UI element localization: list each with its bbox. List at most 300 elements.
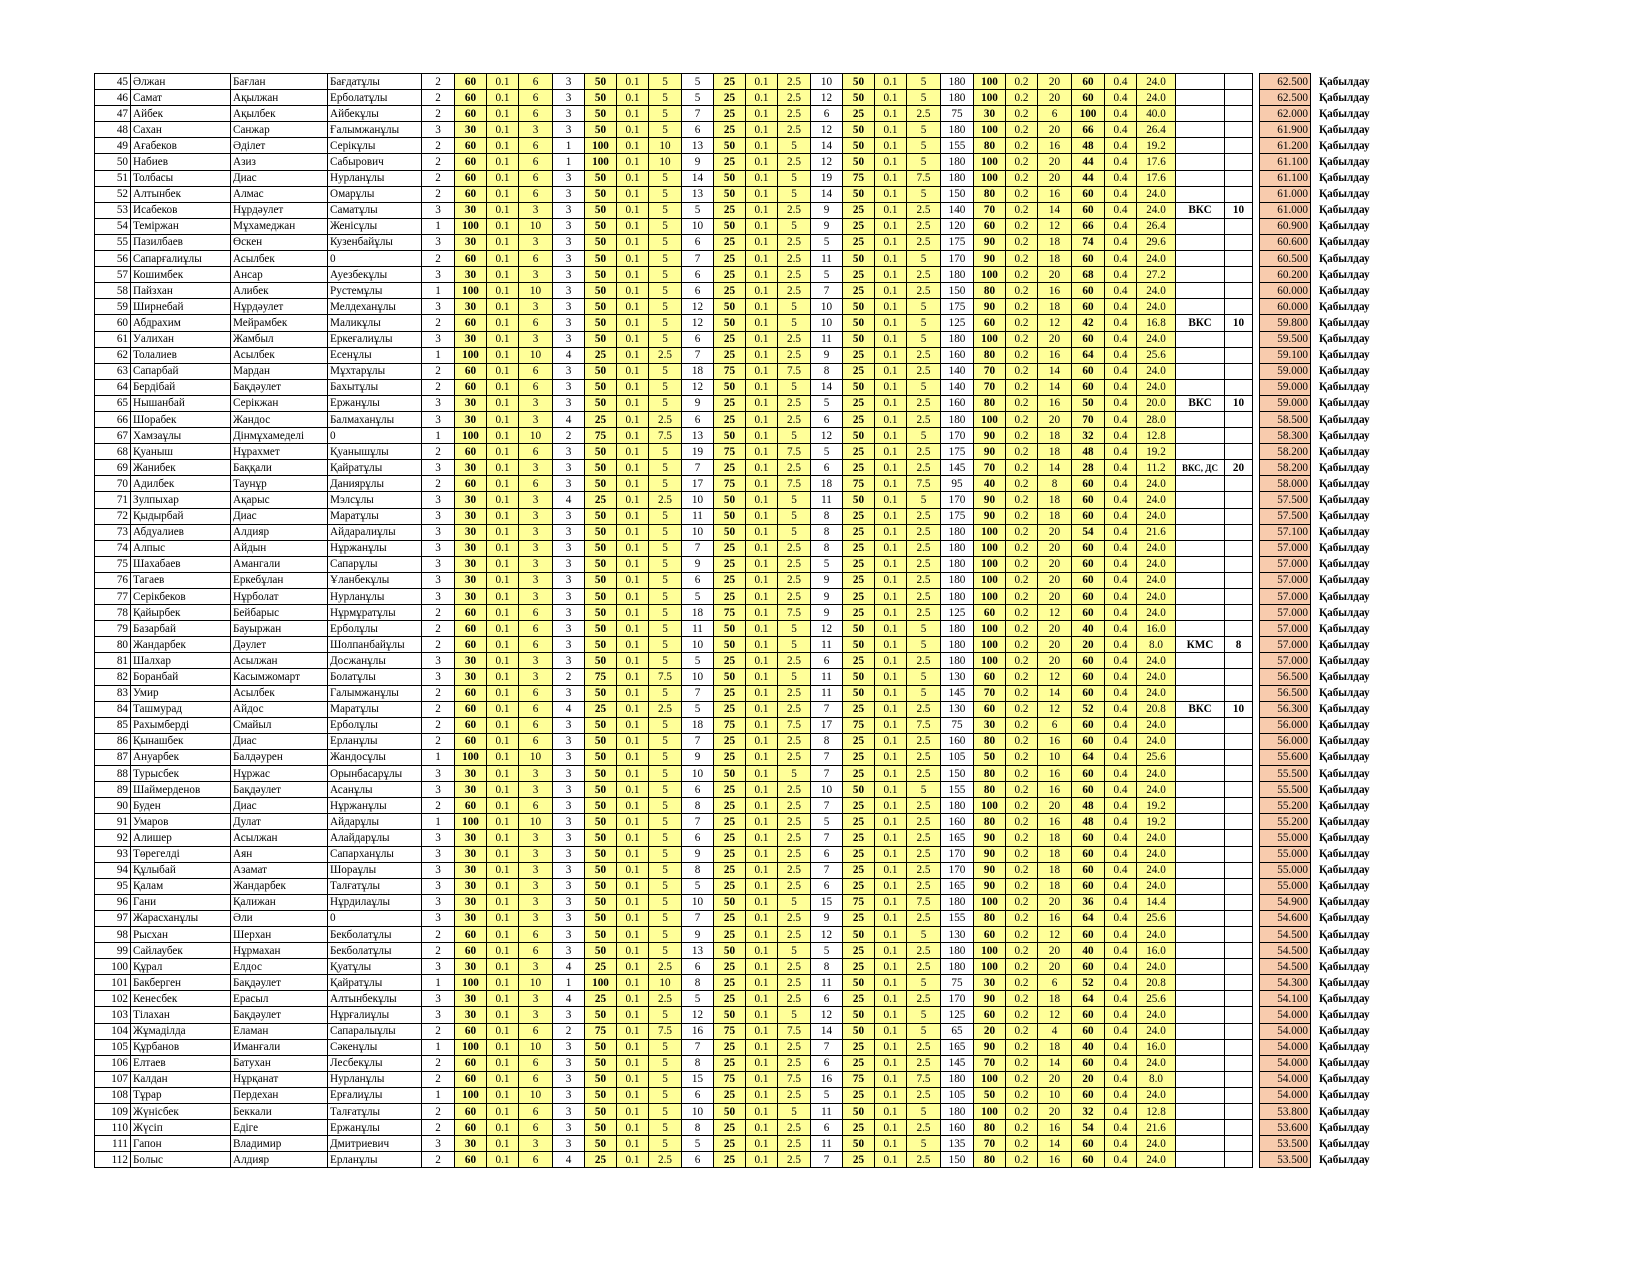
score-cell-4: 3 [422,556,455,572]
score-cell-11: 5 [649,234,682,250]
score-cell-25: 0.4 [1105,926,1137,942]
score-cell-7: 3 [519,991,553,1007]
spacer-cell [1253,411,1260,427]
score-cell-14: 0.1 [746,106,778,122]
score-cell-17: 25 [843,991,875,1007]
score-cell-13: 50 [714,1104,746,1120]
table-row [95,138,1427,154]
category-badge: КМС [1176,637,1225,653]
score-cell-21: 80 [974,1120,1006,1136]
score-cell-12: 13 [682,943,714,959]
score-cell-9: 50 [585,1039,617,1055]
score-cell-26: 21.6 [1137,1120,1176,1136]
score-cell-16: 12 [811,154,843,170]
first-name: Диас [231,733,328,749]
score-cell-5: 30 [455,1007,487,1023]
category-badge [1176,798,1225,814]
score-cell-14: 0.1 [746,508,778,524]
spacer-cell [1253,1120,1260,1136]
score-cell-10: 0.1 [617,283,649,299]
score-cell-20: 180 [941,122,974,138]
score-cell-9: 50 [585,202,617,218]
score-cell-7: 10 [519,283,553,299]
table-row [95,1120,1427,1136]
score-cell-15: 2.5 [778,782,811,798]
score-cell-11: 5 [649,685,682,701]
score-cell-6: 0.1 [487,556,519,572]
score-cell-9: 50 [585,331,617,347]
score-cell-13: 25 [714,90,746,106]
score-cell-20: 180 [941,556,974,572]
score-cell-21: 100 [974,1104,1006,1120]
spacer-cell [1253,605,1260,621]
score-cell-25: 0.4 [1105,943,1137,959]
surname: Турысбек [131,766,231,782]
score-cell-20: 160 [941,395,974,411]
score-cell-18: 0.1 [875,1152,907,1168]
table-row [95,234,1427,250]
score-cell-7: 6 [519,1055,553,1071]
score-cell-23: 20 [1038,943,1072,959]
score-cell-12: 8 [682,1120,714,1136]
score-cell-10: 0.1 [617,138,649,154]
patronymic: Айбекұлы [328,106,422,122]
score-cell-12: 5 [682,653,714,669]
bonus-points [1225,1136,1253,1152]
total-score: 58.200 [1260,444,1311,460]
score-cell-6: 0.1 [487,492,519,508]
spacer-cell [1253,154,1260,170]
score-cell-16: 9 [811,347,843,363]
score-cell-19: 2.5 [907,733,941,749]
bonus-points [1225,251,1253,267]
score-cell-15: 2.5 [778,862,811,878]
score-cell-12: 5 [682,991,714,1007]
score-cell-14: 0.1 [746,74,778,90]
score-cell-21: 100 [974,1071,1006,1087]
score-cell-24: 50 [1072,395,1105,411]
score-cell-15: 2.5 [778,1039,811,1055]
patronymic: Сабырович [328,154,422,170]
bonus-points [1225,379,1253,395]
first-name: Жандарбек [231,878,328,894]
score-cell-16: 5 [811,943,843,959]
category-badge [1176,959,1225,975]
patronymic: Досжанұлы [328,653,422,669]
status-label: Қабылдау [1311,1120,1427,1136]
score-cell-8: 3 [553,283,585,299]
score-cell-24: 60 [1072,1087,1105,1103]
total-score: 62.500 [1260,74,1311,90]
score-cell-12: 13 [682,428,714,444]
score-cell-5: 60 [455,637,487,653]
score-cell-14: 0.1 [746,1023,778,1039]
score-cell-9: 50 [585,1007,617,1023]
score-cell-15: 7.5 [778,1071,811,1087]
spacer-cell [1253,234,1260,250]
score-cell-23: 12 [1038,218,1072,234]
status-label: Қабылдау [1311,572,1427,588]
score-cell-18: 0.1 [875,202,907,218]
total-score: 53.500 [1260,1152,1311,1168]
score-cell-23: 20 [1038,74,1072,90]
score-cell-16: 10 [811,299,843,315]
row-number: 87 [95,749,131,765]
surname: Ташмурад [131,701,231,717]
score-cell-13: 75 [714,476,746,492]
score-cell-7: 3 [519,669,553,685]
status-label: Қабылдау [1311,589,1427,605]
score-cell-14: 0.1 [746,379,778,395]
score-cell-20: 135 [941,1136,974,1152]
score-cell-16: 11 [811,1136,843,1152]
score-cell-19: 7.5 [907,1071,941,1087]
score-cell-14: 0.1 [746,605,778,621]
score-cell-11: 5 [649,1104,682,1120]
score-cell-8: 4 [553,959,585,975]
score-cell-23: 18 [1038,878,1072,894]
score-cell-8: 3 [553,106,585,122]
score-cell-24: 60 [1072,605,1105,621]
score-cell-15: 2.5 [778,733,811,749]
score-cell-14: 0.1 [746,331,778,347]
score-cell-14: 0.1 [746,589,778,605]
score-cell-5: 60 [455,90,487,106]
score-cell-18: 0.1 [875,428,907,444]
score-cell-11: 5 [649,170,682,186]
first-name: Еламан [231,1023,328,1039]
score-cell-11: 10 [649,975,682,991]
score-cell-17: 25 [843,267,875,283]
table-row [95,621,1427,637]
score-cell-10: 0.1 [617,90,649,106]
score-cell-26: 27.2 [1137,267,1176,283]
score-cell-8: 3 [553,637,585,653]
score-cell-23: 20 [1038,170,1072,186]
score-cell-18: 0.1 [875,685,907,701]
surname: Болыс [131,1152,231,1168]
score-cell-11: 5 [649,830,682,846]
score-cell-19: 5 [907,428,941,444]
score-cell-22: 0.2 [1006,1055,1038,1071]
score-cell-8: 3 [553,331,585,347]
score-cell-26: 24.0 [1137,556,1176,572]
patronymic: Қуатұлы [328,959,422,975]
spacer-cell [1253,460,1260,476]
patronymic: Ерланұлы [328,1152,422,1168]
category-badge [1176,283,1225,299]
score-cell-24: 60 [1072,283,1105,299]
first-name: Алибек [231,283,328,299]
score-cell-7: 6 [519,138,553,154]
table-row [95,90,1427,106]
score-cell-8: 3 [553,685,585,701]
status-label: Қабылдау [1311,991,1427,1007]
score-cell-7: 6 [519,943,553,959]
score-cell-14: 0.1 [746,460,778,476]
score-cell-9: 25 [585,991,617,1007]
score-cell-9: 50 [585,717,617,733]
score-cell-4: 2 [422,943,455,959]
score-cell-23: 20 [1038,621,1072,637]
score-cell-13: 50 [714,186,746,202]
score-cell-20: 180 [941,540,974,556]
score-cell-23: 20 [1038,894,1072,910]
score-cell-21: 60 [974,701,1006,717]
status-label: Қабылдау [1311,943,1427,959]
score-cell-23: 16 [1038,910,1072,926]
surname: Рахымберді [131,717,231,733]
score-cell-9: 50 [585,926,617,942]
score-cell-21: 100 [974,589,1006,605]
total-score: 60.600 [1260,234,1311,250]
score-cell-4: 2 [422,1055,455,1071]
spacer-cell [1253,444,1260,460]
score-cell-10: 0.1 [617,251,649,267]
score-cell-21: 90 [974,444,1006,460]
score-cell-7: 6 [519,685,553,701]
total-score: 58.300 [1260,428,1311,444]
score-cell-23: 20 [1038,959,1072,975]
table-row [95,653,1427,669]
score-cell-17: 50 [843,315,875,331]
score-cell-20: 155 [941,782,974,798]
score-cell-13: 50 [714,637,746,653]
table-row [95,331,1427,347]
score-cell-16: 18 [811,476,843,492]
score-cell-25: 0.4 [1105,1039,1137,1055]
score-cell-4: 2 [422,621,455,637]
score-cell-20: 170 [941,862,974,878]
score-cell-4: 2 [422,685,455,701]
score-cell-23: 16 [1038,766,1072,782]
score-cell-23: 20 [1038,540,1072,556]
score-cell-10: 0.1 [617,669,649,685]
row-number: 96 [95,894,131,910]
score-cell-9: 25 [585,959,617,975]
score-cell-15: 5 [778,637,811,653]
score-cell-25: 0.4 [1105,476,1137,492]
score-cell-20: 155 [941,910,974,926]
score-cell-7: 10 [519,1039,553,1055]
row-number: 82 [95,669,131,685]
score-cell-10: 0.1 [617,492,649,508]
surname: Жүнісбек [131,1104,231,1120]
score-cell-16: 12 [811,90,843,106]
score-cell-10: 0.1 [617,782,649,798]
score-cell-6: 0.1 [487,428,519,444]
score-cell-18: 0.1 [875,251,907,267]
score-cell-14: 0.1 [746,218,778,234]
category-badge [1176,411,1225,427]
score-cell-17: 25 [843,846,875,862]
patronymic: Бағдатұлы [328,74,422,90]
score-cell-19: 5 [907,251,941,267]
score-cell-9: 50 [585,637,617,653]
score-cell-25: 0.4 [1105,154,1137,170]
surname: Жүсіп [131,1120,231,1136]
score-cell-10: 0.1 [617,862,649,878]
score-cell-10: 0.1 [617,1120,649,1136]
score-cell-8: 4 [553,1152,585,1168]
score-cell-7: 3 [519,524,553,540]
score-cell-25: 0.4 [1105,1136,1137,1152]
score-cell-23: 20 [1038,331,1072,347]
score-cell-23: 16 [1038,395,1072,411]
score-cell-12: 6 [682,959,714,975]
score-cell-20: 160 [941,1120,974,1136]
score-cell-24: 70 [1072,411,1105,427]
score-cell-21: 100 [974,540,1006,556]
first-name: Нұрдәулет [231,202,328,218]
score-cell-9: 50 [585,106,617,122]
score-cell-14: 0.1 [746,315,778,331]
score-cell-10: 0.1 [617,621,649,637]
score-cell-26: 24.0 [1137,331,1176,347]
score-cell-10: 0.1 [617,1023,649,1039]
row-number: 59 [95,299,131,315]
score-cell-15: 2.5 [778,910,811,926]
score-cell-23: 20 [1038,524,1072,540]
surname: Тілахан [131,1007,231,1023]
score-cell-22: 0.2 [1006,331,1038,347]
surname: Құрбанов [131,1039,231,1055]
score-cell-11: 5 [649,476,682,492]
score-cell-24: 60 [1072,782,1105,798]
score-cell-8: 3 [553,299,585,315]
score-cell-16: 12 [811,621,843,637]
score-cell-7: 3 [519,508,553,524]
spacer-cell [1253,1136,1260,1152]
score-cell-8: 3 [553,202,585,218]
score-cell-20: 180 [941,572,974,588]
spacer-cell [1253,556,1260,572]
total-score: 57.000 [1260,605,1311,621]
score-cell-6: 0.1 [487,1087,519,1103]
score-cell-8: 3 [553,814,585,830]
score-cell-26: 24.0 [1137,186,1176,202]
surname: Жандарбек [131,637,231,653]
score-cell-7: 3 [519,460,553,476]
score-cell-9: 50 [585,766,617,782]
row-number: 83 [95,685,131,701]
score-cell-24: 60 [1072,1007,1105,1023]
score-cell-16: 8 [811,959,843,975]
score-cell-16: 17 [811,717,843,733]
spacer-cell [1253,395,1260,411]
score-cell-14: 0.1 [746,299,778,315]
score-cell-6: 0.1 [487,1136,519,1152]
score-cell-11: 5 [649,862,682,878]
total-score: 57.000 [1260,540,1311,556]
score-cell-9: 50 [585,444,617,460]
score-cell-9: 50 [585,218,617,234]
spacer-cell [1253,669,1260,685]
score-cell-22: 0.2 [1006,556,1038,572]
table-row [95,428,1427,444]
score-cell-16: 19 [811,170,843,186]
first-name: Жамбыл [231,331,328,347]
score-cell-4: 3 [422,878,455,894]
patronymic: Нұржанұлы [328,540,422,556]
score-cell-5: 60 [455,1055,487,1071]
score-cell-18: 0.1 [875,1104,907,1120]
score-cell-8: 3 [553,363,585,379]
bonus-points: 10 [1225,315,1253,331]
score-cell-24: 60 [1072,492,1105,508]
score-cell-13: 50 [714,379,746,395]
score-cell-4: 3 [422,766,455,782]
score-cell-7: 10 [519,749,553,765]
score-cell-9: 50 [585,508,617,524]
patronymic: Ерғалиұлы [328,1087,422,1103]
score-cell-26: 24.0 [1137,492,1176,508]
score-cell-4: 2 [422,74,455,90]
patronymic: Жандосұлы [328,749,422,765]
score-cell-8: 2 [553,669,585,685]
bonus-points [1225,283,1253,299]
score-cell-5: 100 [455,347,487,363]
score-cell-22: 0.2 [1006,444,1038,460]
score-cell-12: 15 [682,1071,714,1087]
score-cell-18: 0.1 [875,90,907,106]
score-cell-9: 50 [585,283,617,299]
bonus-points [1225,138,1253,154]
score-cell-6: 0.1 [487,540,519,556]
category-badge [1176,1120,1225,1136]
surname: Ағабеков [131,138,231,154]
status-label: Қабылдау [1311,202,1427,218]
score-cell-14: 0.1 [746,492,778,508]
score-cell-12: 16 [682,1023,714,1039]
score-cell-25: 0.4 [1105,1087,1137,1103]
status-label: Қабылдау [1311,170,1427,186]
score-cell-17: 25 [843,749,875,765]
score-cell-13: 25 [714,1120,746,1136]
total-score: 54.000 [1260,1007,1311,1023]
table-row [95,910,1427,926]
score-cell-16: 12 [811,122,843,138]
category-badge [1176,1039,1225,1055]
score-cell-19: 2.5 [907,605,941,621]
score-cell-25: 0.4 [1105,605,1137,621]
score-cell-24: 20 [1072,1071,1105,1087]
score-cell-13: 75 [714,1023,746,1039]
score-cell-22: 0.2 [1006,1039,1038,1055]
bonus-points: 10 [1225,701,1253,717]
score-cell-25: 0.4 [1105,991,1137,1007]
score-cell-20: 105 [941,749,974,765]
score-cell-7: 3 [519,830,553,846]
score-cell-15: 2.5 [778,283,811,299]
score-cell-16: 8 [811,733,843,749]
score-cell-23: 6 [1038,975,1072,991]
score-cell-25: 0.4 [1105,1152,1137,1168]
score-cell-7: 6 [519,476,553,492]
score-cell-17: 50 [843,637,875,653]
score-cell-14: 0.1 [746,202,778,218]
score-cell-7: 10 [519,428,553,444]
score-cell-17: 25 [843,798,875,814]
score-cell-6: 0.1 [487,589,519,605]
score-cell-7: 6 [519,74,553,90]
score-cell-8: 3 [553,1039,585,1055]
score-cell-7: 10 [519,1087,553,1103]
patronymic: Шораұлы [328,862,422,878]
score-cell-19: 7.5 [907,894,941,910]
score-cell-16: 14 [811,1023,843,1039]
category-badge [1176,991,1225,1007]
